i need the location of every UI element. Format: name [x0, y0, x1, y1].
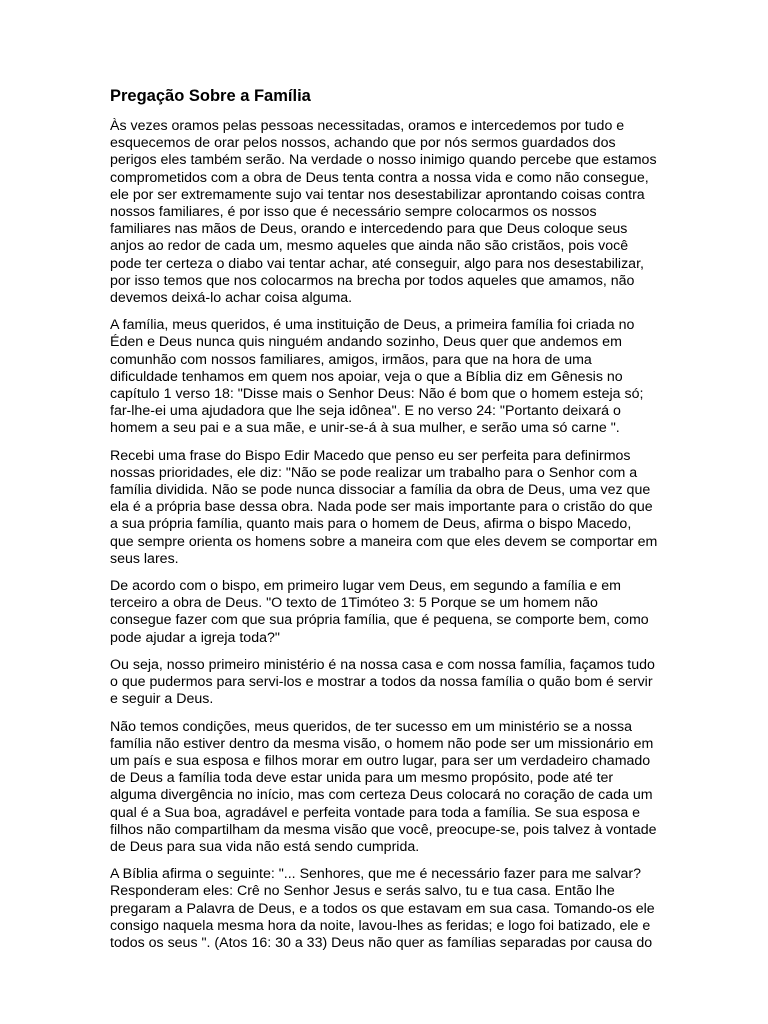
paragraph-7	[110, 866, 660, 952]
text-line: Não temos condições, meus queridos, de ter sucesso em um ministério se a nossa	[110, 718, 633, 735]
paragraph-4	[110, 578, 660, 647]
text-line: Responderam eles: Crê no Senhor Jesus e serás salvo, tu e tua casa. Então lhe	[110, 883, 615, 900]
text-line: e seguir a Deus.	[110, 691, 214, 708]
document-title: Pregação Sobre a Família	[110, 87, 311, 105]
text-line: Às vezes oramos pelas pessoas necessitadas, oramos e intercedemos por tudo e	[110, 118, 625, 134]
text-line: perigos eles também serão. Na verdade o nosso inimigo quando percebe que estamos	[110, 152, 657, 169]
text-line: comprometidos com a obra de Deus tenta contra a nossa vida e como não consegue,	[110, 169, 649, 186]
text-line: terceiro a obra de Deus. "O texto de 1Timóteo 3: 5 Porque se um homem não	[110, 595, 598, 612]
text-line: Recebi uma frase do Bispo Edir Macedo que penso eu ser perfeita para definirmos	[110, 447, 631, 464]
text-line: nossos familiares, é por isso que é necessário sempre colocarmos os nossos	[110, 204, 597, 221]
document-page	[110, 84, 660, 962]
text-line: esquecemos de orar pelos nossos, achando que por nós sermos guardados dos	[110, 135, 616, 152]
text-line: devemos deixá-lo achar coisa alguma.	[110, 290, 353, 307]
text-line: consegue fazer com que sua própria família, que é pequena, se comporte bem, como	[110, 612, 649, 629]
text-line: Ou seja, nosso primeiro ministério é na nossa casa e com nossa família, façamos tudo	[110, 656, 655, 673]
text-line: família dividida. Não se pode nunca dissociar a família da obra de Deus, uma vez que	[110, 482, 651, 499]
text-line: de Deus a família toda deve estar unida para um mesmo propósito, pode até ter	[110, 770, 614, 787]
paragraph-2	[110, 317, 660, 437]
text-line: pregaram a Palavra de Deus, e a todos os que estavam em sua casa. Tomando-os ele	[110, 900, 655, 917]
text-line: pode ajudar a igreja toda?"	[110, 629, 280, 646]
paragraph-6	[110, 719, 660, 857]
text-line: a sua própria família, quanto mais para o homem de Deus, afirma o bispo Macedo,	[110, 516, 632, 533]
text-line: Éden e Deus nunca quis ninguém andando sozinho, Deus quer que andemos em	[110, 334, 622, 351]
text-line: far-lhe-ei uma ajudadora que lhe seja idônea". E no verso 24: "Portanto deixará o	[110, 403, 621, 420]
text-line: todos os seus ". (Atos 16: 30 a 33) Deus não quer as famílias separadas por causa do	[110, 934, 653, 951]
text-line: pode ter certeza o diabo vai tentar achar, até conseguir, algo para nos desestabilizar,	[110, 255, 644, 272]
text-line: A família, meus queridos, é uma instituição de Deus, a primeira família foi criada no	[110, 317, 635, 334]
text-line: familiares nas mãos de Deus, orando e intercedendo para que Deus coloque seus	[110, 221, 628, 238]
text-line: o que pudermos para servi-los e mostrar a todos da nossa família o quão bom é servir	[110, 674, 653, 691]
text-line: ela é a própria base dessa obra. Nada pode ser mais importante para o cristão do que	[110, 499, 653, 516]
text-line: ele por ser extremamente sujo vai tentar nos desestabilizar aprontando coisas contra	[110, 186, 645, 203]
text-line: seus lares.	[110, 550, 179, 567]
paragraph-3	[110, 448, 660, 568]
text-line: qual é a Sua boa, agradável e perfeita vontade para toda a família. Se sua esposa e	[110, 804, 641, 821]
text-line: dificuldade tenhamos em quem nos apoiar, veja o que a Bíblia diz em Gênesis no	[110, 368, 623, 385]
text-line: De acordo com o bispo, em primeiro lugar vem Deus, em segundo a família e em	[110, 578, 621, 595]
paragraph-5	[110, 657, 660, 709]
text-line: nossas prioridades, ele diz: "Não se pode realizar um trabalho para o Senhor com a	[110, 464, 638, 481]
text-line: um país e sua esposa e filhos morar em outro lugar, para ser um verdadeiro chamado	[110, 752, 651, 769]
text-line: capítulo 1 verso 18: "Disse mais o Senhor Deus: Não é bom que o homem esteja só;	[110, 386, 644, 403]
text-line: família não estiver dentro da mesma visão, o homem não pode ser um missionário em	[110, 735, 654, 752]
text-line: anjos ao redor de cada um, mesmo aqueles que ainda não são cristãos, pois você	[110, 238, 629, 255]
text-line: que sempre orienta os homens sobre a maneira com que eles devem se comportar em	[110, 533, 658, 550]
text-line: filhos não compartilham da mesma visão que você, preocupe-se, pois talvez à vontade	[110, 821, 657, 838]
text-line: consigo naquela mesma hora da noite, lavou-lhes as feridas; e logo foi batizado, ele e	[110, 917, 651, 934]
document-body	[110, 118, 660, 952]
paragraph-1	[110, 118, 660, 307]
text-line: A Bíblia afirma o seguinte: "... Senhores, que me é necessário fazer para me salvar?	[110, 866, 642, 883]
text-line: homem a seu pai e a sua mãe, e unir-se-á à sua mulher, e serão uma só carne ".	[110, 420, 620, 437]
text-line: comunhão com nossos familiares, amigos, irmãos, para que na hora de uma	[110, 351, 592, 368]
text-line: alguma divergência no início, mas com certeza Deus colocará no coração de cada um	[110, 787, 653, 804]
text-line: por isso temos que nos colocarmos na brecha por todos aqueles que amamos, não	[110, 272, 635, 289]
text-line: de Deus para sua vida não está sendo cumprida.	[110, 838, 420, 855]
